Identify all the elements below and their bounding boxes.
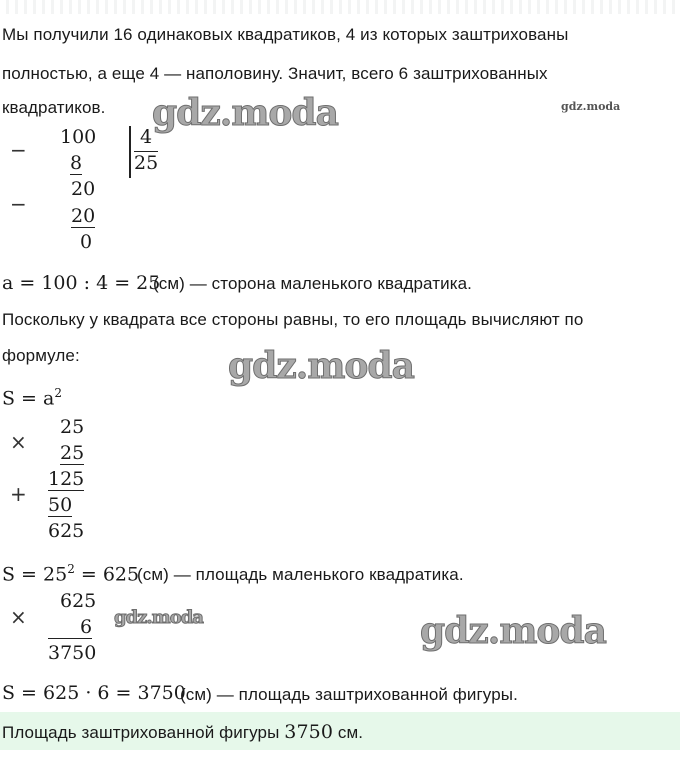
division-result: 25 [134,152,159,174]
intro-line-1: Мы получили 16 одинаковых квадратиков, 4 из которых заштрихованы [2,25,569,44]
watermark-4: gdz.moda [420,610,606,652]
division-remainder-1: 20 [71,178,96,200]
figure-area-formula: S = 625 · 6 = 3750 [2,682,186,704]
mult1-partial-2: 50 [48,494,73,516]
watermark-2: gdz.moda [228,345,414,387]
small-area-text: (см) — площадь маленького квадратика. [137,565,464,584]
division-minus-2: − [10,192,27,216]
mult1-partial-1: 125 [48,468,85,490]
division-remainder-2: 0 [80,231,93,253]
mult2-a: 625 [60,590,97,612]
mult2-times: × [10,605,27,629]
answer-text: Площадь заштрихованной фигуры 3750 см. [2,721,364,743]
small-area-formula: $S = 25^2 = 625$ [2,562,140,586]
division-sub-1: 8 [70,152,83,174]
mult1-total: 625 [48,520,85,542]
mult2-total: 3750 [48,642,97,664]
division-bar [129,126,131,178]
top-strip [0,0,680,14]
intro-line-2: полностью, а еще 4 — наполовину. Значит, всего 6 заштрихованных [2,64,548,83]
division-minus-1: − [10,138,27,162]
mult2-b: 6 [48,616,92,639]
watermark-small: gdz.moda [561,100,621,113]
watermark-1: gdz.moda [152,92,338,134]
mult1-plus: + [10,482,27,506]
watermark-3: gdz.moda [114,607,203,628]
figure-area-text: (см) — площадь заштрихованной фигуры. [180,685,518,704]
side-text: (см) — сторона маленького квадратика. [153,274,472,293]
division-dividend: 100 [60,126,97,148]
mult1-times: × [10,430,27,454]
explain-line-1: Поскольку у квадрата все стороны равны, то его площадь вычисляют по [2,310,584,329]
area-formula: $S = a^2$ [2,386,62,410]
division-divisor: 4 [140,126,153,148]
answer-block [0,712,680,750]
intro-line-3: квадратиков. [2,98,106,117]
side-formula: a = 100 : 4 = 25 [2,272,161,294]
mult1-b: 25 [60,442,85,464]
mult1-a: 25 [60,416,85,438]
division-sub-2: 20 [71,205,96,227]
explain-line-2: формуле: [2,346,80,365]
